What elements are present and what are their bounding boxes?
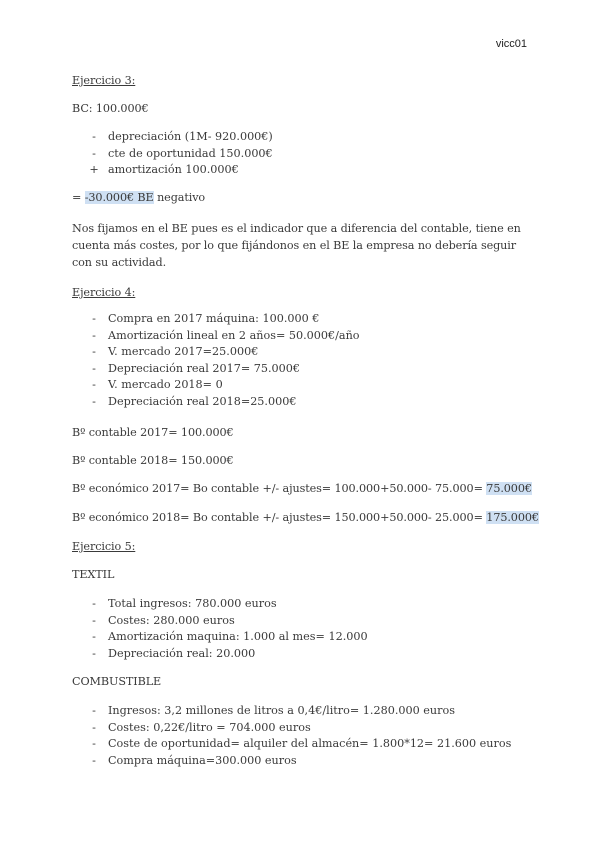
list-item: - Costes: 0,22€/litro = 704.000 euros bbox=[92, 720, 311, 734]
combustible-label: COMBUSTIBLE bbox=[72, 675, 162, 688]
highlighted-result: 75.000€ bbox=[486, 482, 532, 495]
be-2018: Bº económico 2018= Bo contable +/- ajustes= 150.000+50.000- 25.000= 175.000€ bbox=[72, 511, 539, 524]
list-item: - Depreciación real: 20.000 bbox=[92, 646, 256, 660]
list-item: - Depreciación real 2017= 75.000€ bbox=[92, 361, 301, 375]
ejercicio-5-heading: Ejercicio 5: bbox=[72, 540, 136, 553]
list-item: - Compra máquina=300.000 euros bbox=[92, 753, 297, 767]
ej3-list bbox=[72, 129, 273, 179]
ej3-result: = -30.000€ BE negativo bbox=[72, 191, 206, 204]
ejercicio-3-heading: Ejercicio 3: bbox=[72, 74, 136, 87]
list-item: - V. mercado 2018= 0 bbox=[92, 378, 223, 391]
list-item: - cte de oportunidad 150.000€ bbox=[92, 146, 273, 160]
list-item: - Total ingresos: 780.000 euros bbox=[92, 597, 277, 610]
list-item: - Amortización maquina: 1.000 al mes= 12.000 bbox=[92, 630, 368, 643]
ejercicio-4-heading: Ejercicio 4: bbox=[72, 286, 136, 299]
highlighted-result: -30.000€ BE bbox=[84, 191, 154, 204]
ej4-list bbox=[72, 311, 360, 410]
bc-value: BC: 100.000€ bbox=[72, 102, 149, 115]
list-item: - Depreciación real 2018=25.000€ bbox=[92, 394, 297, 408]
list-item: - Ingresos: 3,2 millones de litros a 0,4€/litro= 1.280.000 euros bbox=[92, 704, 455, 717]
list-item: - Compra en 2017 máquina: 100.000 € bbox=[92, 312, 320, 325]
list-item: - Costes: 280.000 euros bbox=[92, 613, 235, 627]
textil-list bbox=[72, 596, 368, 662]
header-label: vicc01 bbox=[495, 38, 527, 50]
list-item: - depreciación (1M- 920.000€) bbox=[92, 130, 273, 143]
be-2017: Bº económico 2017= Bo contable +/- ajustes= 100.000+50.000- 75.000= 75.000€ bbox=[72, 482, 532, 495]
list-item: - V. mercado 2017=25.000€ bbox=[92, 345, 259, 358]
combustible-list bbox=[72, 703, 511, 769]
list-item: + amortización 100.000€ bbox=[89, 163, 239, 176]
bc-2018: Bº contable 2018= 150.000€ bbox=[72, 454, 234, 467]
ej3-paragraph: Nos fijamos en el BE pues es el indicador que a diferencia del contable, tiene en cuenta más costes, por lo que fijándonos en el BE la empresa no debería seguir con su actividad. bbox=[72, 222, 521, 269]
list-item: - Coste de oportunidad= alquiler del almacén= 1.800*12= 21.600 euros bbox=[92, 737, 512, 750]
textil-label: TEXTIL bbox=[72, 568, 115, 581]
highlighted-result: 175.000€ bbox=[486, 511, 539, 524]
list-item: - Amortización lineal en 2 años= 50.000€/año bbox=[92, 328, 360, 342]
bc-2017: Bº contable 2017= 100.000€ bbox=[72, 426, 234, 439]
